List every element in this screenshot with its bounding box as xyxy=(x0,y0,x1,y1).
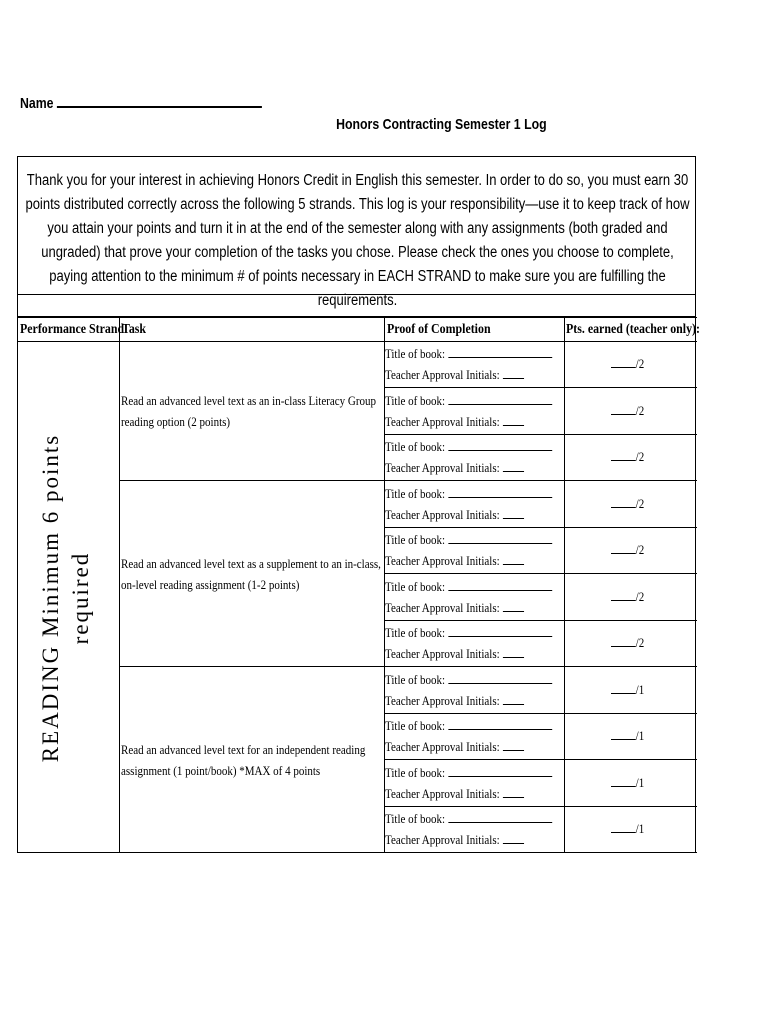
teacher-initials-blank[interactable] xyxy=(503,693,524,705)
teacher-initials-label: Teacher Approval Initials: xyxy=(385,740,500,754)
points-earned-field[interactable] xyxy=(611,449,644,465)
teacher-initials-field[interactable] xyxy=(385,784,535,805)
points-max: /1 xyxy=(635,729,645,743)
points-max: /2 xyxy=(635,450,645,464)
teacher-initials-blank[interactable] xyxy=(503,460,524,472)
teacher-initials-label: Teacher Approval Initials: xyxy=(385,787,500,801)
proof-cell xyxy=(385,623,535,665)
header-strand: Performance Strand xyxy=(20,322,125,337)
title-of-book-label: Title of book: xyxy=(385,440,446,454)
teacher-initials-label: Teacher Approval Initials: xyxy=(385,554,500,568)
points-earned-field[interactable] xyxy=(611,635,644,651)
teacher-initials-blank[interactable] xyxy=(503,646,524,658)
title-of-book-field[interactable] xyxy=(385,623,535,644)
row-divider xyxy=(384,759,697,760)
header-points: Pts. earned (teacher only): xyxy=(566,322,700,337)
proof-cell xyxy=(385,670,535,712)
points-max: /2 xyxy=(635,497,645,511)
row-divider xyxy=(18,852,697,853)
teacher-initials-blank[interactable] xyxy=(503,786,524,798)
intro-text: Thank you for your interest in achieving Honors Credit in English this semester. In order to do so, you must earn 30 points distributed correctly across the following 5 strands. This log is your responsibility—use it to keep track of how you attain your points and turn it in at the end of the semester along with any assignments (both graded and ungraded) that prove your completion of the tasks you chose. Please check the ones you choose to complete, paying attention to the minimum # of points necessary in EACH STRAND to make sure you are fulfilling the requirements. xyxy=(25,172,690,309)
points-blank[interactable] xyxy=(611,496,636,508)
row-divider xyxy=(384,434,697,435)
title-text: Honors Contracting Semester 1 Log xyxy=(335,116,547,133)
points-earned-field[interactable] xyxy=(611,403,644,419)
points-blank[interactable] xyxy=(611,775,636,787)
teacher-initials-blank[interactable] xyxy=(503,414,524,426)
points-max: /2 xyxy=(635,543,645,557)
teacher-initials-field[interactable] xyxy=(385,365,535,386)
teacher-initials-field[interactable] xyxy=(385,505,535,526)
title-of-book-field[interactable] xyxy=(385,763,535,784)
spacer-row xyxy=(17,295,696,317)
title-of-book-blank[interactable] xyxy=(449,486,553,498)
title-of-book-label: Title of book: xyxy=(385,347,446,361)
title-of-book-field[interactable] xyxy=(385,670,535,691)
proof-cell xyxy=(385,391,535,433)
title-of-book-field[interactable] xyxy=(385,344,535,365)
points-earned-field[interactable] xyxy=(611,356,644,372)
name-label: Name xyxy=(20,95,54,112)
points-earned-field[interactable] xyxy=(611,542,644,558)
points-blank[interactable] xyxy=(611,403,636,415)
title-of-book-label: Title of book: xyxy=(385,394,446,408)
teacher-initials-field[interactable] xyxy=(385,458,535,479)
task-independent: Read an advanced level text for an independent reading assignment (1 point/book) *MAX of 4 points xyxy=(121,743,366,778)
teacher-initials-field[interactable] xyxy=(385,598,535,619)
name-blank[interactable] xyxy=(57,94,262,108)
title-of-book-blank[interactable] xyxy=(449,532,553,544)
points-blank[interactable] xyxy=(611,635,636,647)
proof-cell xyxy=(385,577,535,619)
name-field[interactable] xyxy=(20,94,262,112)
teacher-initials-label: Teacher Approval Initials: xyxy=(385,601,500,615)
points-max: /2 xyxy=(635,590,645,604)
title-of-book-label: Title of book: xyxy=(385,533,446,547)
title-of-book-blank[interactable] xyxy=(449,672,553,684)
page-title xyxy=(0,116,770,133)
task-literacy-group: Read an advanced level text as an in-class Literacy Group reading option (2 points) xyxy=(121,394,377,429)
title-of-book-blank[interactable] xyxy=(449,718,553,730)
teacher-initials-field[interactable] xyxy=(385,830,535,851)
teacher-initials-label: Teacher Approval Initials: xyxy=(385,508,500,522)
teacher-initials-label: Teacher Approval Initials: xyxy=(385,647,500,661)
title-of-book-label: Title of book: xyxy=(385,487,446,501)
teacher-initials-blank[interactable] xyxy=(503,367,524,379)
title-of-book-field[interactable] xyxy=(385,577,535,598)
title-of-book-label: Title of book: xyxy=(385,673,446,687)
points-blank[interactable] xyxy=(611,589,636,601)
row-divider xyxy=(384,387,697,388)
points-earned-field[interactable] xyxy=(611,496,644,512)
row-divider xyxy=(384,620,697,621)
title-of-book-blank[interactable] xyxy=(449,439,553,451)
row-divider xyxy=(384,806,697,807)
teacher-initials-label: Teacher Approval Initials: xyxy=(385,694,500,708)
proof-cell xyxy=(385,716,535,758)
proof-cell xyxy=(385,809,535,851)
header-task: Task xyxy=(122,322,147,337)
title-of-book-blank[interactable] xyxy=(449,346,553,358)
title-of-book-blank[interactable] xyxy=(449,579,553,591)
points-earned-field[interactable] xyxy=(611,775,644,791)
title-of-book-blank[interactable] xyxy=(449,765,553,777)
header-proof: Proof of Completion xyxy=(387,322,491,337)
points-max: /2 xyxy=(635,636,645,650)
title-of-book-blank[interactable] xyxy=(449,393,553,405)
teacher-initials-field[interactable] xyxy=(385,644,535,665)
points-blank[interactable] xyxy=(611,356,636,368)
teacher-initials-label: Teacher Approval Initials: xyxy=(385,833,500,847)
proof-cell xyxy=(385,437,535,479)
row-divider xyxy=(18,341,697,342)
title-of-book-field[interactable] xyxy=(385,391,535,412)
title-of-book-label: Title of book: xyxy=(385,580,446,594)
proof-cell xyxy=(385,344,535,386)
teacher-initials-blank[interactable] xyxy=(503,507,524,519)
task-supplement: Read an advanced level text as a supplement to an in-class, on-level reading assignment (1-2 points) xyxy=(121,557,381,592)
teacher-initials-blank[interactable] xyxy=(503,832,524,844)
points-max: /2 xyxy=(635,357,645,371)
teacher-initials-field[interactable] xyxy=(385,551,535,572)
teacher-initials-blank[interactable] xyxy=(503,600,524,612)
points-earned-field[interactable] xyxy=(611,728,644,744)
points-blank[interactable] xyxy=(611,449,636,461)
title-of-book-label: Title of book: xyxy=(385,626,446,640)
title-of-book-label: Title of book: xyxy=(385,766,446,780)
row-divider xyxy=(18,317,697,318)
title-of-book-blank[interactable] xyxy=(449,811,553,823)
points-max: /1 xyxy=(635,822,645,836)
points-blank[interactable] xyxy=(611,542,636,554)
strand-label-line2: required xyxy=(68,551,93,645)
title-of-book-field[interactable] xyxy=(385,716,535,737)
points-earned-field[interactable] xyxy=(611,589,644,605)
proof-cell xyxy=(385,763,535,805)
col-divider xyxy=(564,317,565,853)
row-divider xyxy=(384,527,697,528)
points-blank[interactable] xyxy=(611,821,636,833)
title-of-book-field[interactable] xyxy=(385,437,535,458)
proof-cell xyxy=(385,484,535,526)
points-max: /2 xyxy=(635,404,645,418)
points-blank[interactable] xyxy=(611,682,636,694)
row-divider xyxy=(384,713,697,714)
points-max: /1 xyxy=(635,683,645,697)
teacher-initials-field[interactable] xyxy=(385,737,535,758)
row-divider xyxy=(119,480,697,481)
intro-box xyxy=(17,156,696,309)
teacher-initials-blank[interactable] xyxy=(503,739,524,751)
teacher-initials-blank[interactable] xyxy=(503,553,524,565)
proof-cell xyxy=(385,530,535,572)
points-earned-field[interactable] xyxy=(611,682,644,698)
points-blank[interactable] xyxy=(611,728,636,740)
title-of-book-field[interactable] xyxy=(385,530,535,551)
teacher-initials-label: Teacher Approval Initials: xyxy=(385,415,500,429)
row-divider xyxy=(384,573,697,574)
teacher-initials-field[interactable] xyxy=(385,691,535,712)
title-of-book-field[interactable] xyxy=(385,484,535,505)
col-divider xyxy=(119,317,120,853)
title-of-book-field[interactable] xyxy=(385,809,535,830)
row-divider xyxy=(119,666,697,667)
title-of-book-label: Title of book: xyxy=(385,719,446,733)
points-max: /1 xyxy=(635,776,645,790)
teacher-initials-field[interactable] xyxy=(385,412,535,433)
title-of-book-label: Title of book: xyxy=(385,812,446,826)
title-of-book-blank[interactable] xyxy=(449,625,553,637)
strand-label-line1: READING Minimum 6 points xyxy=(38,433,63,763)
teacher-initials-label: Teacher Approval Initials: xyxy=(385,368,500,382)
points-earned-field[interactable] xyxy=(611,821,644,837)
teacher-initials-label: Teacher Approval Initials: xyxy=(385,461,500,475)
